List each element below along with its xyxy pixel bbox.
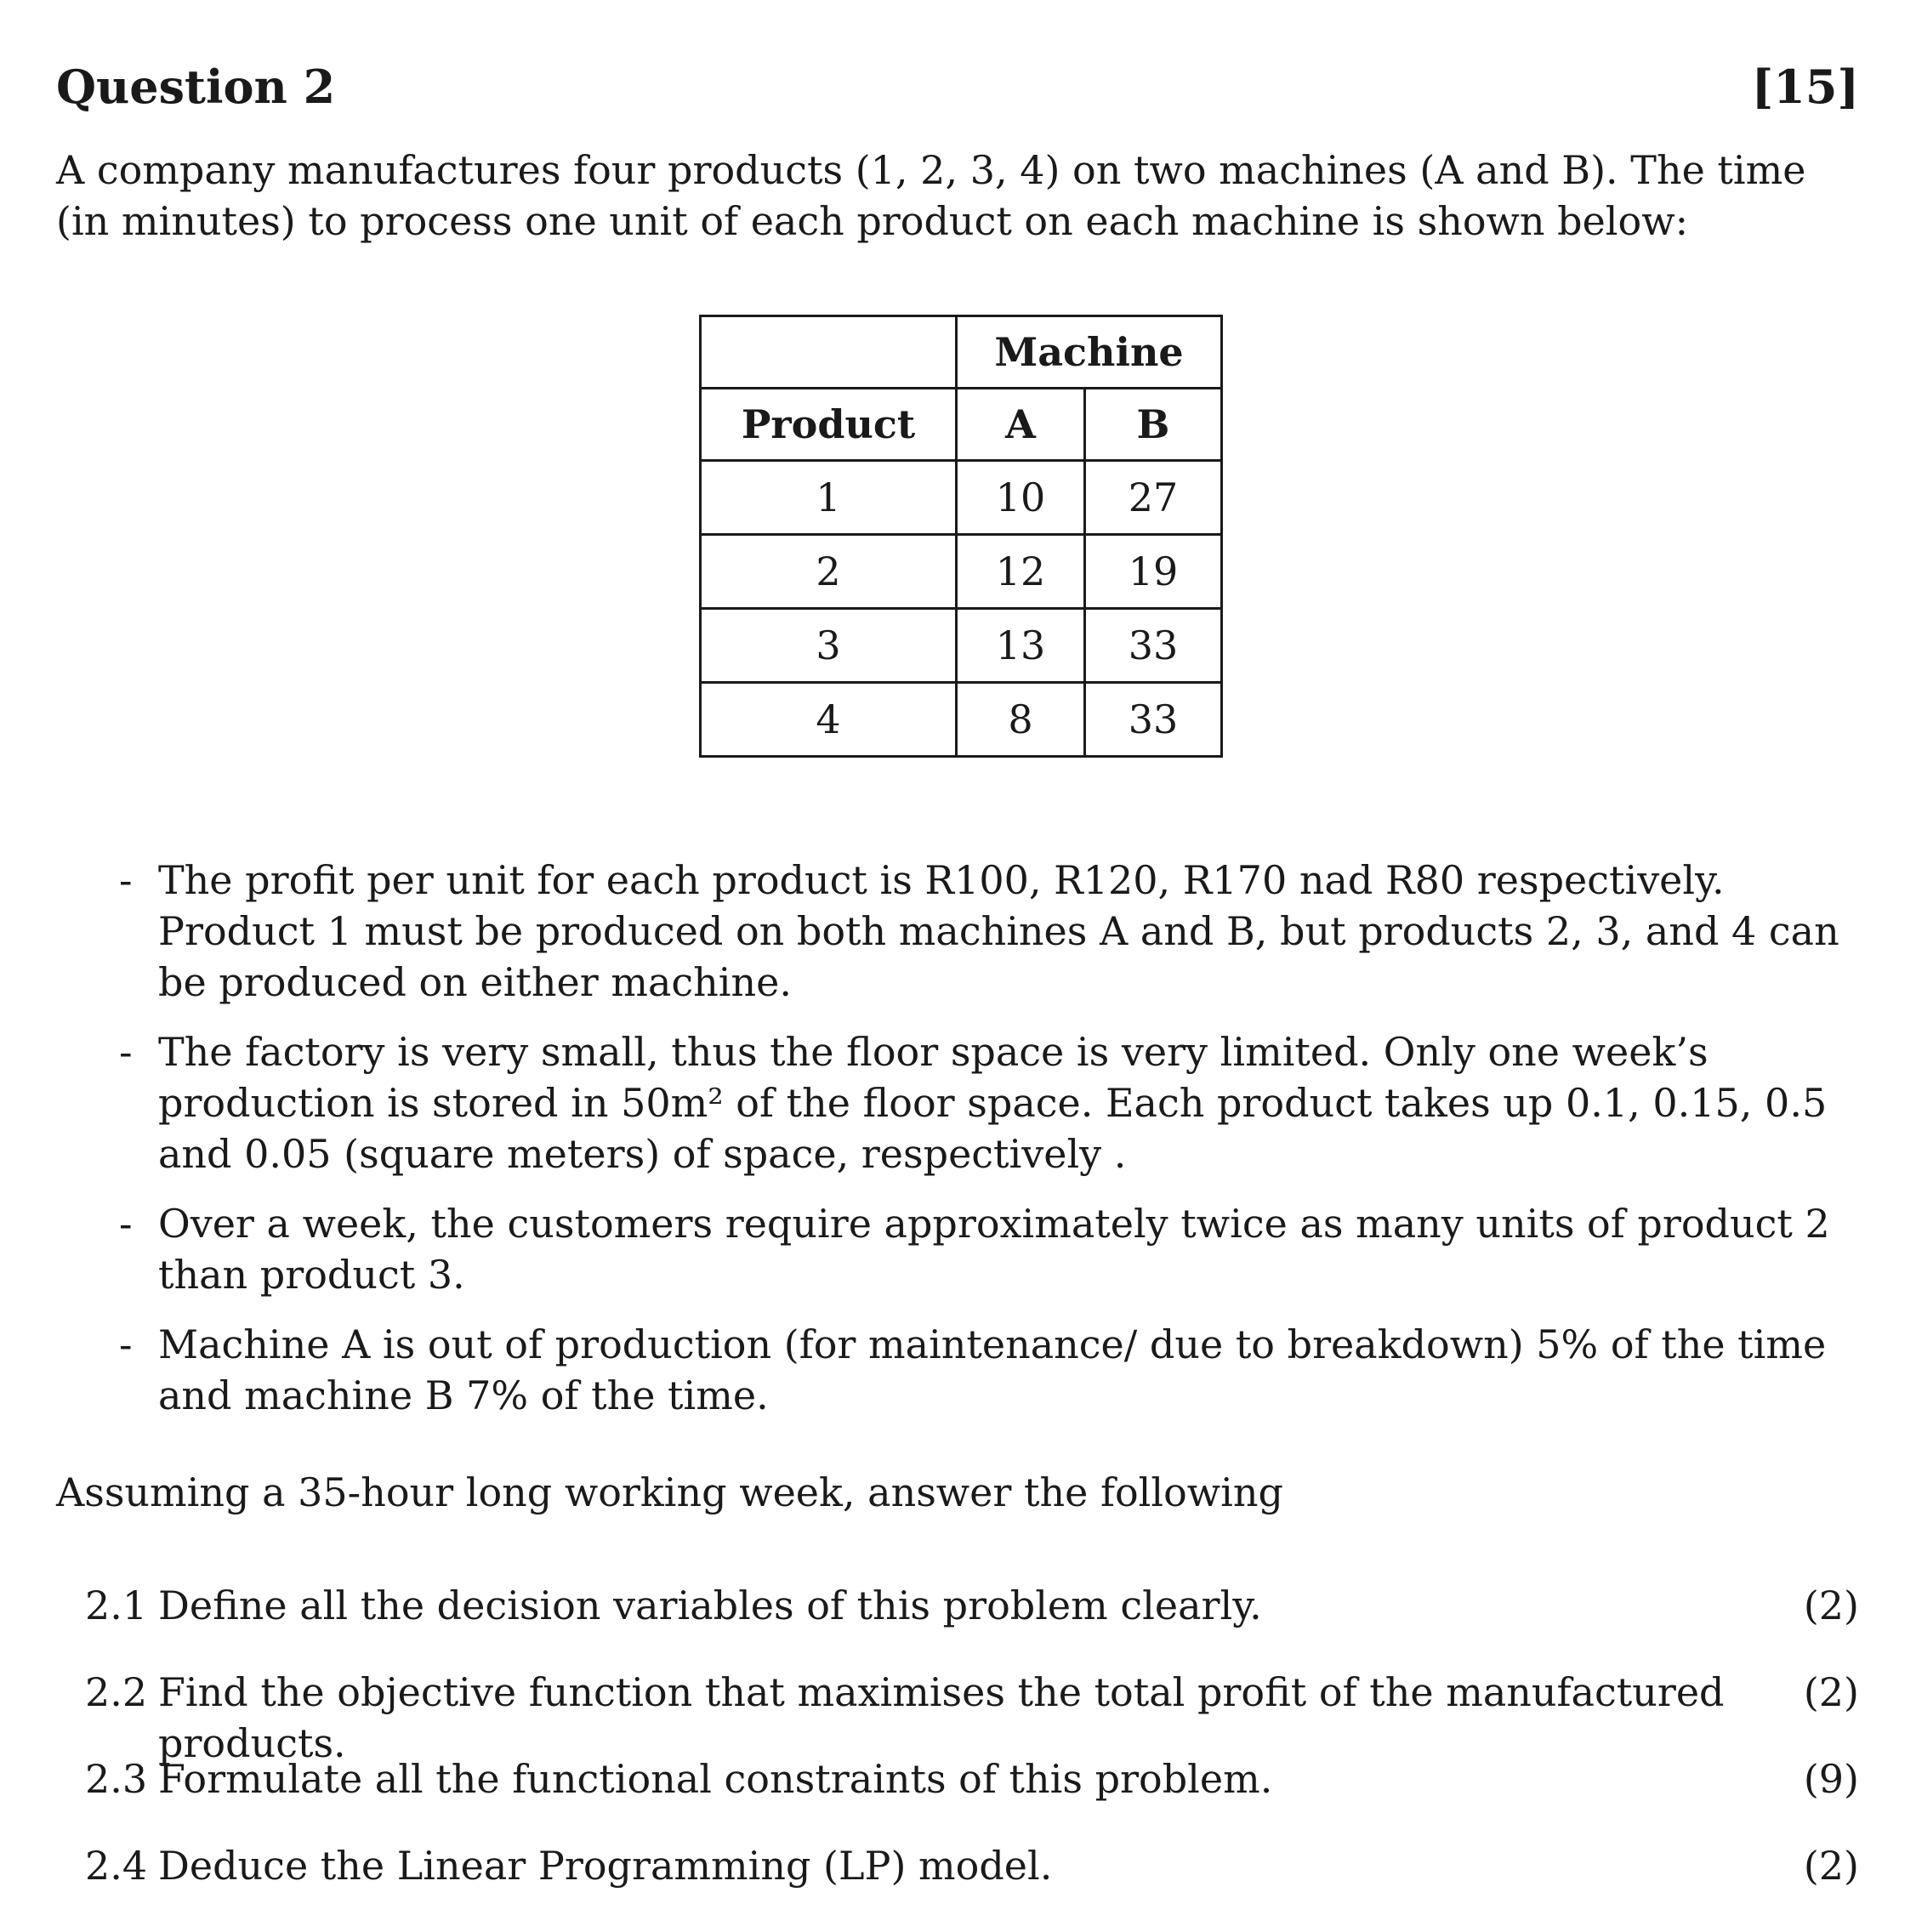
- table-row: [701, 535, 1222, 609]
- table-row: [701, 683, 1222, 757]
- table-cell-product: 4: [701, 683, 957, 757]
- conditions-list: [56, 855, 1859, 1440]
- subquestion-marks: (2): [1803, 1843, 1859, 1889]
- table-row: [701, 461, 1222, 535]
- bullet-dash: -: [119, 1321, 133, 1367]
- question-title: Question 2: [56, 60, 336, 114]
- table-cell-b: 33: [1085, 683, 1222, 757]
- table-header-blank: [701, 316, 957, 389]
- table-header-row-1: [701, 316, 1222, 389]
- table-header-machine-b: B: [1085, 389, 1222, 461]
- subquestion-text: Deduce the Linear Programming (LP) model.: [158, 1843, 1053, 1889]
- subquestion-text: Define all the decision variables of this problem clearly.: [158, 1583, 1262, 1628]
- subquestion-number: 2.1: [85, 1583, 148, 1628]
- table-cell-b: 33: [1085, 609, 1222, 683]
- assumption-text: Assuming a 35-hour long working week, answer the following: [56, 1469, 1283, 1515]
- subquestion-number: 2.3: [85, 1756, 148, 1802]
- table-cell-product: 3: [701, 609, 957, 683]
- bullet-text: Over a week, the customers require approximately twice as many units of product 2 than product 3.: [158, 1201, 1830, 1298]
- table-header-machine-a: A: [957, 389, 1085, 461]
- table-cell-b: 19: [1085, 535, 1222, 609]
- question-total-marks: [15]: [1751, 60, 1859, 114]
- intro-paragraph: A company manufactures four products (1, 2, 3, 4) on two machines (A and B). The time (in minutes) to process one unit of each product on each machine is shown below:: [56, 147, 1806, 244]
- subquestion-marks: (2): [1803, 1669, 1859, 1715]
- table-header-product: Product: [701, 389, 957, 461]
- processing-time-table-wrap: [699, 315, 1223, 758]
- table-row: [701, 609, 1222, 683]
- subquestion-text: Find the objective function that maximises the total profit of the manufactured products.: [158, 1669, 1725, 1766]
- table-cell-product: 1: [701, 461, 957, 535]
- table-cell-a: 12: [957, 535, 1085, 609]
- bullet-dash: -: [119, 1029, 133, 1075]
- table-cell-b: 27: [1085, 461, 1222, 535]
- list-item: [56, 855, 1859, 1008]
- list-item: [56, 1319, 1859, 1421]
- question-page: [56, 60, 1859, 1889]
- subquestion-text: Formulate all the functional constraints of this problem.: [158, 1756, 1273, 1802]
- table-header-row-2: [701, 389, 1222, 461]
- table-cell-a: 10: [957, 461, 1085, 535]
- list-item: [56, 1026, 1859, 1179]
- table-cell-a: 13: [957, 609, 1085, 683]
- subquestion-marks: (9): [1803, 1756, 1859, 1802]
- bullet-text: Machine A is out of production (for maintenance/ due to breakdown) 5% of the time and machine B 7% of the time.: [158, 1321, 1827, 1418]
- table-header-machine: Machine: [957, 316, 1222, 389]
- table-cell-a: 8: [957, 683, 1085, 757]
- table-cell-product: 2: [701, 535, 957, 609]
- subquestion-number: 2.2: [85, 1669, 148, 1715]
- bullet-text: The factory is very small, thus the floor space is very limited. Only one week’s production is stored in 50m² of the floor space. Each product takes up 0.1, 0.15, 0.5 and 0.05 (square meters) of space, respectively .: [158, 1029, 1828, 1177]
- bullet-dash: -: [119, 1201, 133, 1247]
- question-header: [56, 60, 1859, 136]
- subquestion-marks: (2): [1803, 1583, 1859, 1628]
- bullet-text: The profit per unit for each product is R100, R120, R170 nad R80 respectively. Product 1 must be produced on both machines A and B, but products 2, 3, and 4 can be produced on either machine.: [158, 857, 1839, 1005]
- bullet-dash: -: [119, 857, 133, 903]
- list-item: [56, 1198, 1859, 1300]
- subquestion-number: 2.4: [85, 1843, 148, 1889]
- processing-time-table: [699, 315, 1223, 758]
